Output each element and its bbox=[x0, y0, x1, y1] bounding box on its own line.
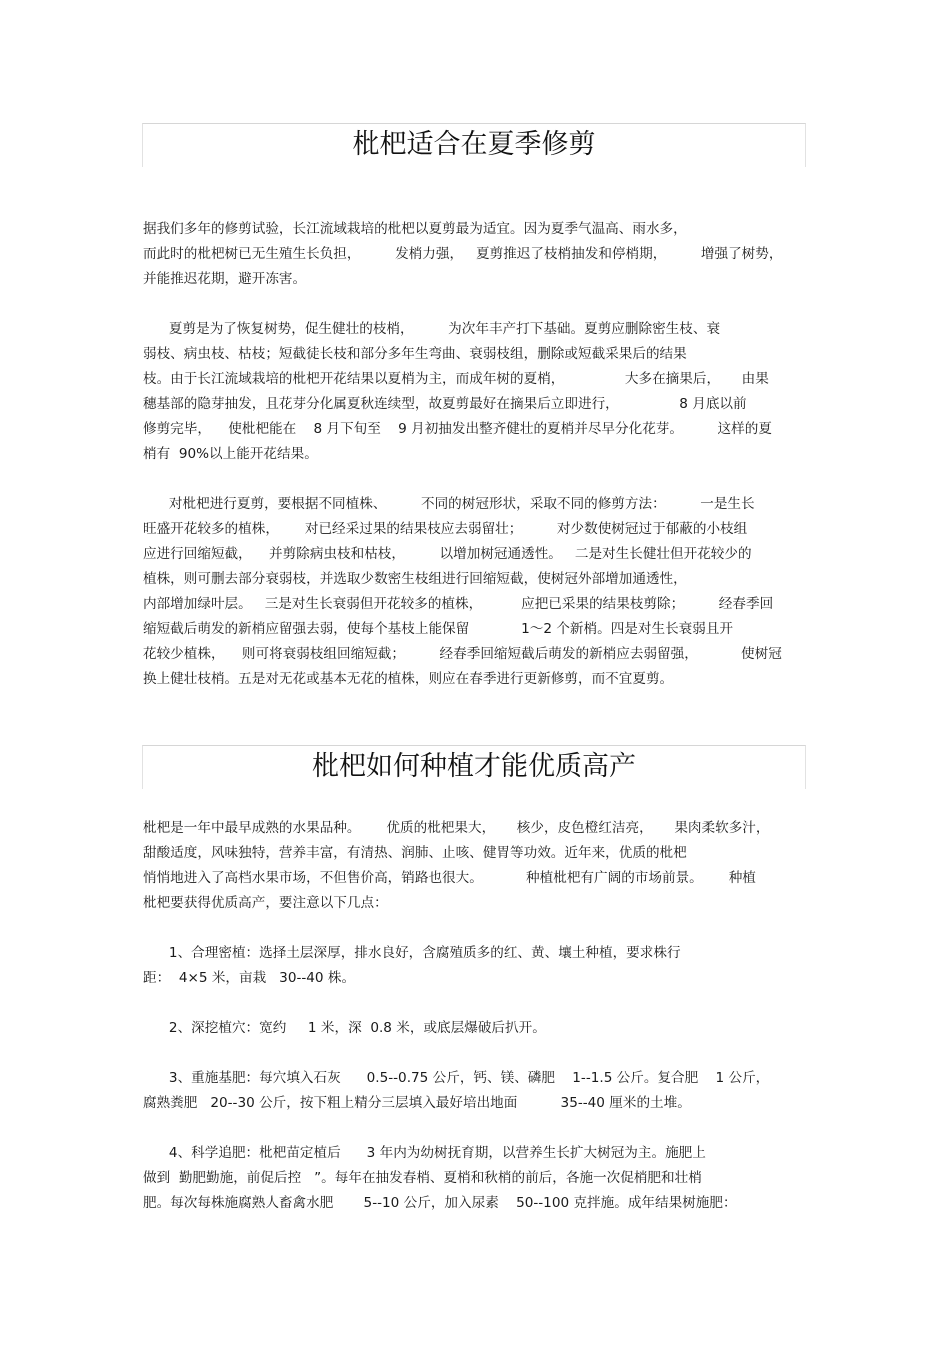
section2-body bbox=[143, 816, 813, 1216]
text-line: 1、合理密植：选择土层深厚，排水良好，含腐殖质多的红、黄、壤土种植，要求株行 bbox=[143, 945, 681, 961]
paragraph-gap bbox=[143, 1041, 813, 1066]
paragraph-gap bbox=[143, 467, 813, 492]
section1-title: 枇杷适合在夏季修剪 bbox=[352, 129, 596, 160]
text-line: 枇杷是一年中最早成熟的水果品种。 优质的枇杷果大， 核少，皮色橙红洁亮， 果肉柔软多汁， bbox=[143, 820, 770, 836]
text-line: 换上健壮枝梢。五是对无花或基本无花的植株，则应在春季进行更新修剪，而不宜夏剪。 bbox=[143, 671, 674, 687]
text-line: 夏剪是为了恢复树势，促生健壮的枝梢， 为次年丰产打下基础。夏剪应删除密生枝、衰 bbox=[143, 321, 721, 337]
text-line: 并能推迟花期，避开冻害。 bbox=[143, 271, 307, 287]
text-line: 植株，则可删去部分衰弱枝，并选取少数密生枝组进行回缩短截，使树冠外部增加通透性， bbox=[143, 571, 687, 587]
section1-body bbox=[143, 217, 813, 692]
section1-paragraphs bbox=[143, 217, 813, 692]
text-line: 枇杷要获得优质高产，要注意以下几点： bbox=[143, 895, 388, 911]
text-line: 腐熟粪肥 20--30 公斤，按下粗上精分三层填入最好培出地面 35--40 厘米的土堆。 bbox=[143, 1095, 691, 1111]
text-line: 花较少植株， 则可将衰弱枝组回缩短截； 经春季回缩短截后萌发的新梢应去弱留强， 使树冠 bbox=[143, 646, 782, 662]
text-line: 内部增加绿叶层。 三是对生长衰弱但开花较多的植株， 应把已采果的结果枝剪除； 经春季回 bbox=[143, 596, 774, 612]
text-line: 距： 4×5 米，亩栽 30--40 株。 bbox=[143, 970, 356, 986]
text-line: 而此时的枇杷树已无生殖生长负担， 发梢力强， 夏剪推迟了枝梢抽发和停梢期， 增强了树势， bbox=[143, 246, 783, 262]
text-line: 缩短截后萌发的新梢应留强去弱，使每个基枝上能保留 1～2 个新梢。四是对生长衰弱且开 bbox=[143, 621, 734, 637]
section2-title-box bbox=[142, 745, 806, 789]
text-line: 对枇杷进行夏剪，要根据不同植株、 不同的树冠形状，采取不同的修剪方法： 一是生长 bbox=[143, 496, 755, 512]
section1-title-box bbox=[142, 123, 806, 167]
text-line: 悄悄地进入了高档水果市场，不但售价高，销路也很大。 种植枇杷有广阔的市场前景。 种植 bbox=[143, 870, 756, 886]
paragraph-gap bbox=[143, 991, 813, 1016]
section2-title: 枇杷如何种植才能优质高产 bbox=[312, 751, 636, 782]
paragraph-gap bbox=[143, 916, 813, 941]
text-line: 应进行回缩短截， 并剪除病虫枝和枯枝， 以增加树冠通透性。 二是对生长健壮但开花较少的 bbox=[143, 546, 752, 562]
text-line: 3、重施基肥：每穴填入石灰 0.5--0.75 公斤，钙、镁、磷肥 1--1.5 公斤。复合肥 1 公斤， bbox=[143, 1070, 770, 1086]
text-line: 梢有 90%以上能开花结果。 bbox=[143, 446, 318, 462]
text-line: 甜酸适度，风味独特，营养丰富，有清热、润肺、止咳、健胃等功效。近年来，优质的枇杷 bbox=[143, 845, 687, 861]
text-line: 修剪完毕， 使枇杷能在 8 月下旬至 9 月初抽发出整齐健壮的夏梢并尽早分化花芽。 这样的夏 bbox=[143, 421, 772, 437]
text-line: 4、科学追肥：枇杷苗定植后 3 年内为幼树抚育期，以营养生长扩大树冠为主。施肥上 bbox=[143, 1145, 706, 1161]
text-line: 穗基部的隐芽抽发，且花芽分化属夏秋连续型，故夏剪最好在摘果后立即进行， 8 月底以前 bbox=[143, 396, 747, 412]
text-line: 肥。每次每株施腐熟人畜禽水肥 5--10 公斤，加入尿素 50--100 克拌施。成年结果树施肥： bbox=[143, 1195, 737, 1211]
text-line: 据我们多年的修剪试验，长江流域栽培的枇杷以夏剪最为适宜。因为夏季气温高、雨水多， bbox=[143, 221, 687, 237]
paragraph-gap bbox=[143, 1116, 813, 1141]
text-line: 枝。由于长江流域栽培的枇杷开花结果以夏梢为主，而成年树的夏梢， 大多在摘果后， 由果 bbox=[143, 371, 769, 387]
section2-paragraphs bbox=[143, 816, 813, 1216]
paragraph-gap bbox=[143, 292, 813, 317]
text-line: 做到 勤肥勤施，前促后控 ”。每年在抽发春梢、夏梢和秋梢的前后，各施一次促梢肥和壮梢 bbox=[143, 1170, 702, 1186]
text-line: 弱枝、病虫枝、枯枝；短截徒长枝和部分多年生弯曲、衰弱枝组，删除或短截采果后的结果 bbox=[143, 346, 687, 362]
text-line: 2、深挖植穴：宽约 1 米，深 0.8 米，或底层爆破后扒开。 bbox=[143, 1020, 546, 1036]
text-line: 旺盛开花较多的植株， 对已经采过果的结果枝应去弱留壮； 对少数使树冠过于郁蔽的小枝组 bbox=[143, 521, 748, 537]
